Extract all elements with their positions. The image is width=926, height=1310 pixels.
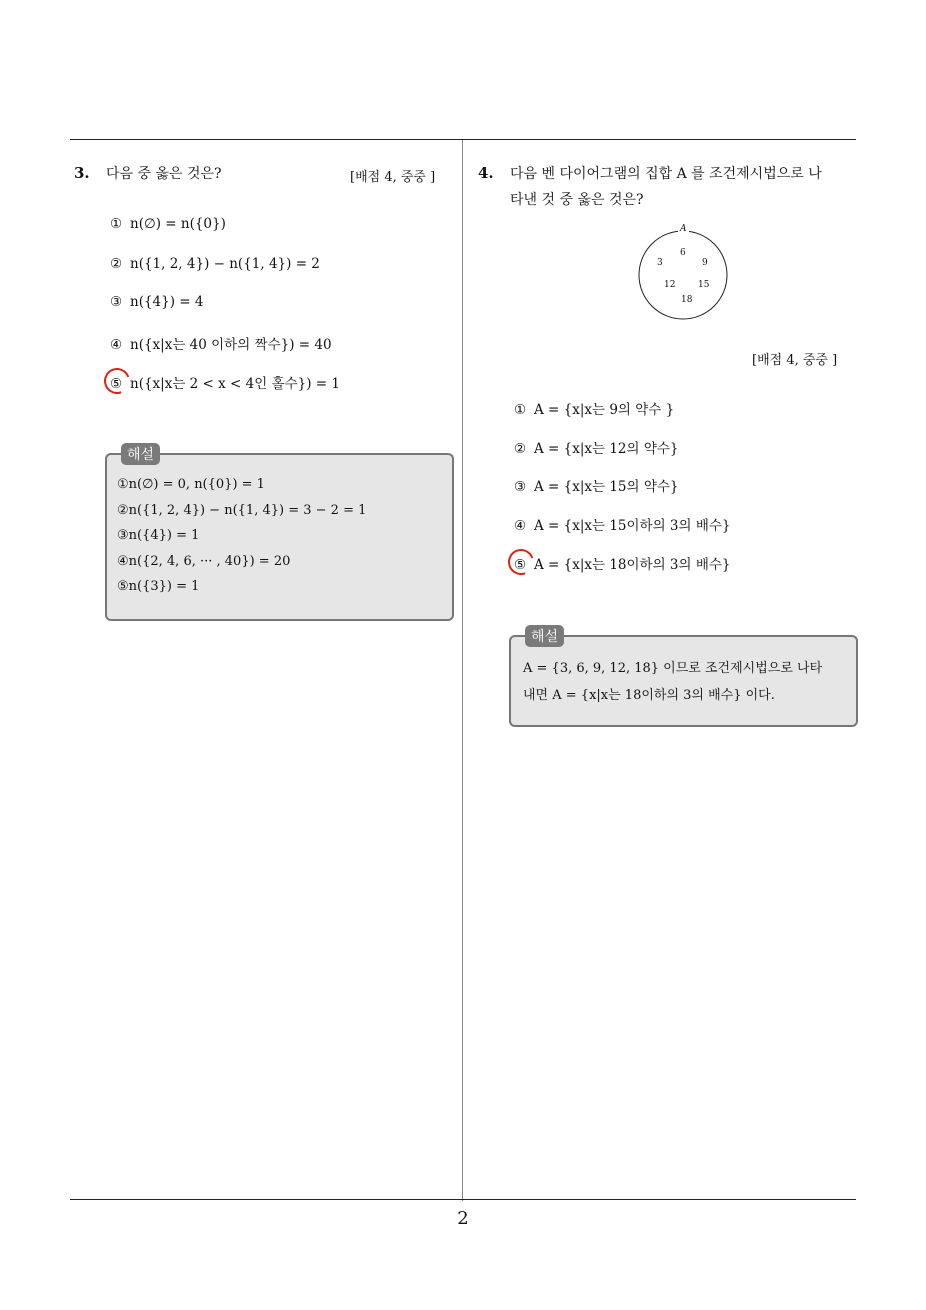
q4-answer-circle: [504, 545, 539, 580]
q4-number: 4.: [478, 164, 494, 182]
q3-option-2[interactable]: [110, 256, 320, 272]
venn-element: 6: [680, 248, 686, 258]
explanation-line: 내면 A = {x|x는 18이하의 3의 배수} 이다.: [523, 688, 775, 703]
column-divider: [462, 140, 463, 1201]
bottom-rule: [70, 1199, 856, 1200]
venn-element: 12: [664, 280, 676, 290]
venn-element: 9: [702, 258, 708, 268]
explanation-tag: 해설: [121, 443, 160, 465]
explanation-line: A = {3, 6, 9, 12, 18} 이므로 조건제시법으로 나타: [523, 661, 823, 676]
q3-question: 다음 중 옳은 것은?: [106, 166, 222, 182]
option-text: n({x|x는 40 이하의 짝수}) = 40: [130, 337, 332, 353]
venn-element: 15: [698, 280, 710, 290]
q3-option-4[interactable]: [110, 333, 332, 353]
option-mark: ③: [514, 479, 527, 495]
q3-option-5[interactable]: [110, 372, 340, 392]
option-mark: ⑤: [514, 557, 527, 573]
venn-set-label: A: [680, 224, 687, 234]
venn-circle: [634, 224, 734, 324]
option-text: A = {x|x는 15의 약수}: [534, 479, 679, 495]
q4-option-5[interactable]: [514, 553, 731, 573]
q4-option-1[interactable]: [514, 398, 674, 418]
q3-answer-circle: [100, 364, 135, 399]
option-mark: ②: [110, 256, 123, 272]
explanation-line: ①n(∅) = 0, n({0}) = 1: [117, 477, 265, 492]
option-mark: ④: [110, 337, 123, 353]
option-text: n({x|x는 2 < x < 4인 홀수}) = 1: [130, 376, 340, 392]
q4-option-4[interactable]: [514, 514, 731, 534]
option-mark: ①: [514, 402, 527, 418]
q4-option-3[interactable]: [514, 475, 679, 495]
explanation-line: ⑤n({3}) = 1: [117, 579, 200, 594]
top-rule: [70, 139, 856, 140]
option-mark: ④: [514, 518, 527, 534]
option-text: n(∅) = n({0}): [130, 216, 226, 232]
q4-explanation-box: [509, 629, 858, 727]
page-number: 2: [457, 1208, 469, 1229]
q4-question-line2: 타낸 것 중 옳은 것은?: [510, 192, 644, 208]
venn-diagram: [634, 224, 734, 324]
venn-element: 18: [681, 295, 693, 305]
q3-number: 3.: [74, 164, 90, 182]
q3-option-3[interactable]: [110, 294, 203, 310]
option-mark: ②: [514, 441, 527, 457]
option-mark: ③: [110, 294, 123, 310]
q3-explanation-box: [105, 447, 454, 621]
explanation-tag: 해설: [525, 625, 564, 647]
q4-question-line1: 다음 벤 다이어그램의 집합 A 를 조건제시법으로 나: [510, 166, 822, 182]
option-text: A = {x|x는 12의 약수}: [534, 441, 679, 457]
q4-option-2[interactable]: [514, 437, 679, 457]
explanation-line: ④n({2, 4, 6, ··· , 40}) = 20: [117, 554, 291, 569]
venn-element: 3: [657, 258, 663, 268]
q3-option-1[interactable]: [110, 216, 226, 232]
option-mark: ①: [110, 216, 123, 232]
option-text: A = {x|x는 18이하의 3의 배수}: [534, 557, 731, 573]
q4-score: [배점 4, 중중 ]: [752, 353, 838, 368]
explanation-line: ③n({4}) = 1: [117, 528, 200, 543]
option-text: A = {x|x는 15이하의 3의 배수}: [534, 518, 731, 534]
option-text: A = {x|x는 9의 약수 }: [534, 402, 675, 418]
option-text: n({1, 2, 4}) − n({1, 4}) = 2: [130, 256, 320, 272]
q3-score: [배점 4, 중중 ]: [350, 170, 436, 185]
option-text: n({4}) = 4: [130, 294, 204, 310]
option-mark: ⑤: [110, 376, 123, 392]
explanation-line: ②n({1, 2, 4}) − n({1, 4}) = 3 − 2 = 1: [117, 503, 367, 518]
